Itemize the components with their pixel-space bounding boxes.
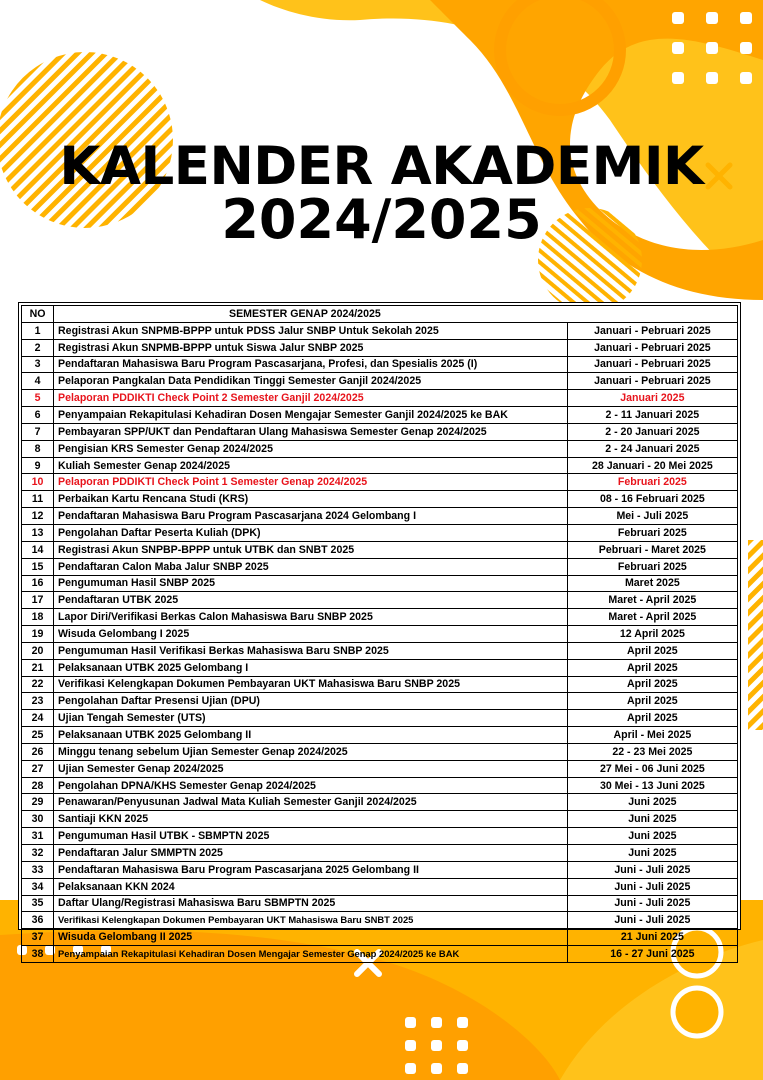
row-number: 38 xyxy=(22,946,54,963)
row-date: Januari 2025 xyxy=(567,390,737,407)
row-number: 2 xyxy=(22,339,54,356)
row-number: 31 xyxy=(22,828,54,845)
table-row xyxy=(22,895,738,912)
row-number: 18 xyxy=(22,609,54,626)
table-row xyxy=(22,373,738,390)
page-title: KALENDER AKADEMIK xyxy=(59,136,704,197)
row-number: 1 xyxy=(22,322,54,339)
row-date: 30 Mei - 13 Juni 2025 xyxy=(567,777,737,794)
table-row xyxy=(22,676,738,693)
row-date: 28 Januari - 20 Mei 2025 xyxy=(567,457,737,474)
table-row xyxy=(22,845,738,862)
table-row xyxy=(22,811,738,828)
row-date: Februari 2025 xyxy=(567,524,737,541)
row-date: Juni - Juli 2025 xyxy=(567,912,737,929)
table-row xyxy=(22,794,738,811)
row-date: April 2025 xyxy=(567,693,737,710)
row-number: 29 xyxy=(22,794,54,811)
row-number: 22 xyxy=(22,676,54,693)
row-date: 08 - 16 Februari 2025 xyxy=(567,491,737,508)
table-row xyxy=(22,474,738,491)
row-date: Februari 2025 xyxy=(567,558,737,575)
row-number: 16 xyxy=(22,575,54,592)
row-activity: Pelaksanaan KKN 2024 xyxy=(54,878,568,895)
table-row xyxy=(22,356,738,373)
table-row xyxy=(22,339,738,356)
table-header-row xyxy=(22,306,738,323)
table-body xyxy=(22,322,738,962)
row-activity: Pelaporan Pangkalan Data Pendidikan Tinggi Semester Ganjil 2024/2025 xyxy=(54,373,568,390)
row-date: Juni 2025 xyxy=(567,828,737,845)
calendar-table-container xyxy=(18,302,741,960)
row-number: 34 xyxy=(22,878,54,895)
row-date: April 2025 xyxy=(567,676,737,693)
table-row xyxy=(22,760,738,777)
row-number: 17 xyxy=(22,592,54,609)
row-activity: Registrasi Akun SNPMB-BPPP untuk Siswa Jalur SNBP 2025 xyxy=(54,339,568,356)
row-activity: Pendaftaran Mahasiswa Baru Program Pascasarjana 2025 Gelombang II xyxy=(54,861,568,878)
table-row xyxy=(22,861,738,878)
row-date: Maret - April 2025 xyxy=(567,609,737,626)
row-activity: Pelaporan PDDIKTI Check Point 1 Semester Genap 2024/2025 xyxy=(54,474,568,491)
row-number: 24 xyxy=(22,710,54,727)
row-date: April - Mei 2025 xyxy=(567,727,737,744)
academic-calendar-table xyxy=(21,305,738,963)
table-row xyxy=(22,693,738,710)
row-activity: Pengolahan Daftar Presensi Ujian (DPU) xyxy=(54,693,568,710)
row-activity: Pembayaran SPP/UKT dan Pendaftaran Ulang Mahasiswa Semester Genap 2024/2025 xyxy=(54,423,568,440)
row-activity: Pendaftaran UTBK 2025 xyxy=(54,592,568,609)
row-activity: Registrasi Akun SNPMB-BPPP untuk PDSS Jalur SNBP Untuk Sekolah 2025 xyxy=(54,322,568,339)
row-activity: Pendaftaran Mahasiswa Baru Program Pascasarjana, Profesi, dan Spesialis 2025 (I) xyxy=(54,356,568,373)
row-activity: Perbaikan Kartu Rencana Studi (KRS) xyxy=(54,491,568,508)
row-number: 37 xyxy=(22,929,54,946)
table-row xyxy=(22,322,738,339)
row-activity: Wisuda Gelombang II 2025 xyxy=(54,929,568,946)
row-number: 21 xyxy=(22,659,54,676)
row-date: 12 April 2025 xyxy=(567,626,737,643)
row-date: April 2025 xyxy=(567,710,737,727)
row-number: 33 xyxy=(22,861,54,878)
row-number: 35 xyxy=(22,895,54,912)
row-number: 19 xyxy=(22,626,54,643)
row-date: Januari - Pebruari 2025 xyxy=(567,339,737,356)
row-number: 27 xyxy=(22,760,54,777)
table-row xyxy=(22,390,738,407)
table-row xyxy=(22,524,738,541)
row-number: 14 xyxy=(22,541,54,558)
row-date: Mei - Juli 2025 xyxy=(567,508,737,525)
row-activity: Verifikasi Kelengkapan Dokumen Pembayaran UKT Mahasiswa Baru SNBP 2025 xyxy=(54,676,568,693)
row-date: Januari - Pebruari 2025 xyxy=(567,373,737,390)
row-activity: Pelaksanaan UTBK 2025 Gelombang I xyxy=(54,659,568,676)
row-date: April 2025 xyxy=(567,659,737,676)
row-activity: Santiaji KKN 2025 xyxy=(54,811,568,828)
row-date: 2 - 11 Januari 2025 xyxy=(567,407,737,424)
row-date: Januari - Pebruari 2025 xyxy=(567,322,737,339)
row-number: 36 xyxy=(22,912,54,929)
row-date: Juni 2025 xyxy=(567,794,737,811)
row-activity: Kuliah Semester Genap 2024/2025 xyxy=(54,457,568,474)
row-number: 26 xyxy=(22,743,54,760)
row-activity: Ujian Tengah Semester (UTS) xyxy=(54,710,568,727)
row-number: 30 xyxy=(22,811,54,828)
table-row xyxy=(22,491,738,508)
row-date: Februari 2025 xyxy=(567,474,737,491)
table-row xyxy=(22,508,738,525)
row-number: 9 xyxy=(22,457,54,474)
table-row xyxy=(22,609,738,626)
table-row xyxy=(22,777,738,794)
row-number: 25 xyxy=(22,727,54,744)
row-number: 32 xyxy=(22,845,54,862)
row-number: 8 xyxy=(22,440,54,457)
row-number: 4 xyxy=(22,373,54,390)
row-number: 12 xyxy=(22,508,54,525)
table-row xyxy=(22,626,738,643)
row-date: 2 - 20 Januari 2025 xyxy=(567,423,737,440)
row-activity: Pengisian KRS Semester Genap 2024/2025 xyxy=(54,440,568,457)
row-activity: Verifikasi Kelengkapan Dokumen Pembayaran UKT Mahasiswa Baru SNBT 2025 xyxy=(54,912,568,929)
row-date: 22 - 23 Mei 2025 xyxy=(567,743,737,760)
row-activity: Penawaran/Penyusunan Jadwal Mata Kuliah Semester Ganjil 2024/2025 xyxy=(54,794,568,811)
row-number: 15 xyxy=(22,558,54,575)
table-row xyxy=(22,710,738,727)
row-activity: Daftar Ulang/Registrasi Mahasiswa Baru SBMPTN 2025 xyxy=(54,895,568,912)
row-date: 21 Juni 2025 xyxy=(567,929,737,946)
table-row xyxy=(22,575,738,592)
table-row xyxy=(22,727,738,744)
table-row xyxy=(22,642,738,659)
row-date: Juni - Juli 2025 xyxy=(567,895,737,912)
table-row xyxy=(22,659,738,676)
row-number: 23 xyxy=(22,693,54,710)
row-activity: Lapor Diri/Verifikasi Berkas Calon Mahasiswa Baru SNBP 2025 xyxy=(54,609,568,626)
row-activity: Ujian Semester Genap 2024/2025 xyxy=(54,760,568,777)
row-activity: Pendaftaran Jalur SMMPTN 2025 xyxy=(54,845,568,862)
row-activity: Penyampaian Rekapitulasi Kehadiran Dosen Mengajar Semester Genap 2024/2025 ke BAK xyxy=(54,946,568,963)
table-row xyxy=(22,457,738,474)
row-number: 11 xyxy=(22,491,54,508)
row-activity: Pengolahan DPNA/KHS Semester Genap 2024/2025 xyxy=(54,777,568,794)
row-number: 5 xyxy=(22,390,54,407)
row-number: 13 xyxy=(22,524,54,541)
table-row xyxy=(22,912,738,929)
row-activity: Pengolahan Daftar Peserta Kuliah (DPK) xyxy=(54,524,568,541)
row-number: 10 xyxy=(22,474,54,491)
row-activity: Pengumuman Hasil Verifikasi Berkas Mahasiswa Baru SNBP 2025 xyxy=(54,642,568,659)
row-activity: Pendaftaran Calon Maba Jalur SNBP 2025 xyxy=(54,558,568,575)
table-row xyxy=(22,946,738,963)
row-activity: Pengumuman Hasil UTBK - SBMPTN 2025 xyxy=(54,828,568,845)
row-number: 20 xyxy=(22,642,54,659)
table-row xyxy=(22,541,738,558)
table-row xyxy=(22,592,738,609)
academic-year-title: 2024/2025 xyxy=(221,188,542,251)
table-row xyxy=(22,558,738,575)
row-date: Juni - Juli 2025 xyxy=(567,861,737,878)
header-semester: SEMESTER GENAP 2024/2025 xyxy=(54,306,738,323)
row-activity: Pendaftaran Mahasiswa Baru Program Pascasarjana 2024 Gelombang I xyxy=(54,508,568,525)
table-row xyxy=(22,743,738,760)
row-activity: Pelaksanaan UTBK 2025 Gelombang II xyxy=(54,727,568,744)
row-date: 2 - 24 Januari 2025 xyxy=(567,440,737,457)
row-date: 16 - 27 Juni 2025 xyxy=(567,946,737,963)
row-activity: Penyampaian Rekapitulasi Kehadiran Dosen Mengajar Semester Ganjil 2024/2025 ke BAK xyxy=(54,407,568,424)
row-number: 28 xyxy=(22,777,54,794)
row-activity: Registrasi Akun SNPBP-BPPP untuk UTBK dan SNBT 2025 xyxy=(54,541,568,558)
row-number: 6 xyxy=(22,407,54,424)
row-activity: Pengumuman Hasil SNBP 2025 xyxy=(54,575,568,592)
table-row xyxy=(22,440,738,457)
row-date: April 2025 xyxy=(567,642,737,659)
row-date: Maret - April 2025 xyxy=(567,592,737,609)
row-activity: Wisuda Gelombang I 2025 xyxy=(54,626,568,643)
row-date: Juni 2025 xyxy=(567,811,737,828)
row-date: Juni 2025 xyxy=(567,845,737,862)
table-row xyxy=(22,423,738,440)
row-activity: Pelaporan PDDIKTI Check Point 2 Semester Ganjil 2024/2025 xyxy=(54,390,568,407)
table-row xyxy=(22,407,738,424)
row-activity: Minggu tenang sebelum Ujian Semester Genap 2024/2025 xyxy=(54,743,568,760)
row-date: 27 Mei - 06 Juni 2025 xyxy=(567,760,737,777)
row-date: Pebruari - Maret 2025 xyxy=(567,541,737,558)
table-row xyxy=(22,878,738,895)
row-number: 3 xyxy=(22,356,54,373)
row-number: 7 xyxy=(22,423,54,440)
row-date: Januari - Pebruari 2025 xyxy=(567,356,737,373)
table-row xyxy=(22,929,738,946)
row-date: Maret 2025 xyxy=(567,575,737,592)
table-row xyxy=(22,828,738,845)
row-date: Juni - Juli 2025 xyxy=(567,878,737,895)
header-no: NO xyxy=(22,306,54,323)
